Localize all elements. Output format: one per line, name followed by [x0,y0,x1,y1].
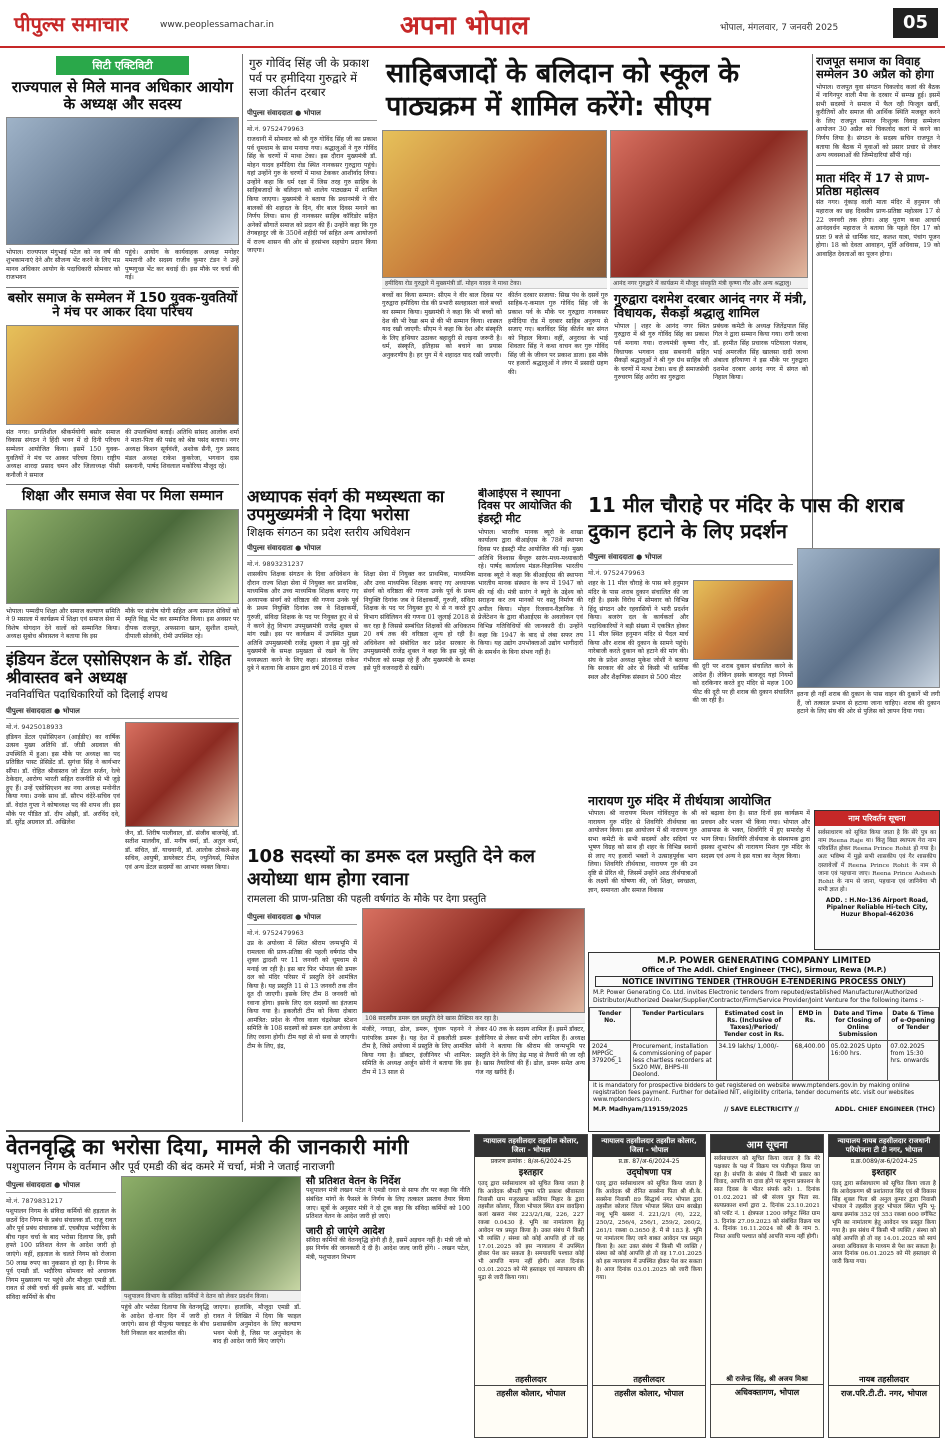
ad-text: एतद् द्वारा सर्वसाधारण को सूचित किया जाता है कि आवेदक श्रीमती पुष्पा पति प्रकाश श्रीवास्तव निवासी ग्राम मजूरखपा कलिया मिहार के द्वारा तहसील कोलार, जिला भोपाल स्थित ग्राम वावड़िया कलां खसरा नंबर 223/2/1/ख, 226, 227 रकबा 0.0430 हे. भूमि का नामांतरण हेतु आवेदन पत्र प्रस्तुत किया है। उक्त संबंध में किसी भी व्यक्ति / संस्था को कोई आपत्ति हो तो वह 17.01.2025 को इस न्यायालय में उपस्थित होकर पेश कर सकता है। समयावधि पश्चात कोई भी आपत्ति मान्य नहीं होगी। आज दिनांक 03.01.2025 को मेरे हस्ताक्षर एवं न्यायालय की मुद्रा से जारी किया गया। [478,1181,584,1281]
anand-text-2: प्रबंधक कमेटी के अध्यक्ष जितेंद्रपाल सिंह गिल ने द्वारा सम्मान किया गया। रागी जत्था डॉ. हरमीत सिंह प्रचारक पटियाला पंजाब, भाई अमरजीत सिंह खालसा दादी जत्था अंबाला हरियाणा ने इस मौके पर गुरुद्वारा दशमेश दरबार आनंद नगर में संगत को निहाल किया। [713,322,808,382]
dental-byline: पीपुल्स संवाददाता ● भोपाल [6,705,239,719]
ad-title: इश्तहार [518,1168,544,1178]
salary-text-3: जाएगा। हालांकि, मौजूदा एमडी डॉ. रावत ने लिखित में दिया कि फाइल प्रशासकीय अनुमोदन के लिए कल्याण भवन भेजी है, जिस पर अनुमोदन के बाद ही आदेश जारी किए जाएंगे। [213,1304,301,1346]
ad-head: न्यायालय तहसीलदार तहसील कोलार, जिला - भोपाल [593,1135,705,1157]
tender-table [589,1007,939,1081]
notice-head: नाम परिवर्तन सूचना [815,811,939,826]
rajput-headline: राजपूत समाज का विवाह सम्मेलन 30 अप्रैल को होगा [816,54,934,81]
ad-case: प्रकरण क्रमांक : 8/अ-6/2024-25 [490,1158,572,1165]
ad-sign: तहसीलदार [515,1375,547,1384]
ad-sign: श्री राजेन्द्र सिंह, श्री अजय मिश्रा [726,1375,808,1383]
damru-caption: 108 सदस्यीय डमरू दल प्रस्तुति देने खास प्रैक्टिस कर रहा है। [362,1013,585,1024]
gurudwara-byline: पीपुल्स संवाददाता ● भोपाल [247,107,377,121]
city-activity-tag: सिटी एक्टिविटी [56,56,189,75]
name-change-notice [814,810,940,950]
logo: पीपुल्स समाचार [14,12,129,36]
gurudwara-text: राजधानी में सोमवार को श्री गुरु गोविंद सिंह जी का प्रकाश पर्व धूमधाम के साथ मनाया गया। श्रद्धालुओं ने गुरु गोविंद सिंह के चरणों में माथा टेका। इस दौरान मुख्यमंत्री डॉ. मोहन यादव हमीदिया रोड स्थित नानकसर गुरुद्वारा पहुंचे। यहां उन्होंने गुरु के चरणों में माथा टेककर आशीर्वाद लिया। उन्होंने कहा कि धर्म रक्षा में जिस तरह गुरु साहिब के साहिबजादों के बलिदान को शालेय पाठ्यक्रम में शामिल किया जाएगा। मुख्यमंत्री ने बताया कि प्रधानमंत्री ने वीर बालकों की शहादत के दिन, वीर बाल दिवस मनाने का निर्णय लिया। साथ ही नानकसर साहिब कॉरिडोर सहित अनेकों सौगातें समाज को प्रदान की हैं। उन्होंने कहा कि गुरु तेगबहादुर जी के 350वें शहीदी पर्व सहित अन्य आयोजनों में राज्य शासन की ओर से हरसंभव सहयोग प्रदान किया जाएगा। [247,136,377,255]
damru-text-2: मंजीरे, नगाड़ा, ढोल, डमरू, घुंघरू पहनने ने पारंपरिक डमरू है। यह देश में इकलौती डमरू टीम है, जिसे अयोध्या में प्रस्तुति के लिए आमंत्रित किया गया है। डॉक्टर, इंजीनियर भी शामिल: समिति के अध्यक्ष अर्जुन सोनी ने बताया कि इस टीम में 13 साल से [362,1025,472,1076]
teacher-story [247,488,475,838]
honour-photo [6,509,239,604]
salary-caption: पशुपालन विभाग के संविदा कर्मियों ने वेतन को लेकर प्रदर्शन किया। [121,1291,301,1302]
lead-caption-1: हमीदिया रोड गुरुद्वारे में मुख्यमंत्री डॉ. मोहन यादव ने माथा टेका। [382,278,607,289]
tender-intro: M.P. Power Generating Co. Ltd. invites Electronic tenders from reputed/established Manufacturer/Authorized Distributor/Authorized Dealer/Supplier/Contractor/Firm/Service Provider/Joint Venture for the following items :- [593,989,924,1004]
teacher-mobile: मो.नं. 9893231237 [247,560,304,569]
tender-cell: 07.02.2025 from 15:30 hrs. onwards [888,1040,939,1080]
governor-text-1: भोपाल। राज्यपाल मंगुभाई पटेल को नव वर्ष की शुभकामनाएं देने और सौजन्य भेंट करने के लिए मप्र मानव अधिकार आयोग के पदाधिकारी सोमवार को राजभवन [6,248,120,282]
right-rail [816,52,940,560]
protest-photo [693,580,794,660]
ad-text: एतद् द्वारा सर्वसाधारण को सूचित किया जाता है कि आवेदक श्री रोनित सक्सेना पिता श्री बी.के. सक्सेना निवासी 89 सिद्धार्थ नगर भोपाल द्वारा तहसील कोलार जिला भोपाल स्थित ग्राम बरखेड़ा नाथू भूमि खसरा नं. 221/2/1 (ग), 222, 250/2, 256/4, 256/1, 259/2, 260/2, 261/1 रकबा 0.3650 हे. में से 183 हे. भूमि पर नामांतरण किए जाने बाबत आवेदन पत्र प्रस्तुत किया है। अतः उक्त संबंध में किसी भी व्यक्ति / संस्था को कोई आपत्ति हो तो वह 17.01.2025 को इस न्यायालय में उपस्थित होकर पेश कर सकता है। आज दिनांक 03.01.2025 को जारी किया गया। [596,1181,702,1281]
salary-text-2: पहुंचे और भरोसा दिलाया कि वेतनवृद्धि के आदेश दो-चार दिन में जारी हो जाएंगे। साथ ही पीपुल्स फ्लाइट के बीच रैली निकाल कर बातचीत की। [121,1304,209,1337]
ad-text: सर्वसाधारण को सूचित किया जाता है कि मेरे पक्षकार के पक्ष में विक्रय पत्र पंजीकृत किया जा रहा है। संपत्ति के संबंध में किसी भी प्रकार का विवाद, आपत्ति या दावा होने पर सूचना प्रकाशन के सात दिवस के भीतर संपर्क करें। 1. दिनांक 01.02.2021 को श्री संजय पुत्र पिता स्व. सत्यप्रकाश शर्मा द्वारा 2. दिनांक 23.10.2021 को प्लॉट नं. 1 क्षेत्रफल 1200 वर्गफुट स्थित ग्राम 3. दिनांक 27.09.2023 को संबंधित विक्रय पत्र 4. दिनांक 16.11.2024 को श्री के नाम 5. नियत अवधि पश्चात कोई आपत्ति मान्य नहीं होगी। [714,1156,820,1241]
ad-title: उद्‌घोषणा पत्र [626,1168,672,1178]
anand-text-1: भोपाल | शहर के आनंद नगर स्थित गुरुद्वारा में श्री गुरु गोविंद सिंह का प्रकाश पर्व मनाया गया। राज्यमंत्री कृष्णा गौर, विधायक भगवान दास सबनानी सहित सैकड़ों श्रद्धालुओं ने श्री गुरु ग्रंथ साहिब जी के चरणों में मत्था टेका। सच ही समाजसेवी गुरुचरण सिंह अरोरा का गुरुद्वारा [614,322,709,382]
tender-banner: NOTICE INVITING TENDER (THROUGH E-TENDERING PROCESS ONLY) [595,976,933,987]
liquor-mobile: मो.नं. 9752479963 [588,569,645,577]
tender-company: M.P. POWER GENERATING COMPANY LIMITED [657,956,871,966]
notice-address: ADD. : H.No-136 Airport Road, Pipalner Reliable Hi-tech City, Huzur Bhopal-462036 [825,897,929,919]
teacher-text-1: शासकीय शिक्षक संगठन के दिवा अधिवेशन के दौरान राज्य शिक्षा सेवा में नियुक्त कर प्राथमिक, माध्यमिक और उच्च माध्यमिक शिक्षक बनाए गए अध्यापक संवर्ग को वरिष्ठता की गणना उनके पूर्व के प्रथम नियुक्ति दिनांक जब वे शिक्षाकर्मी, गुरुजी, संविदा शिक्षक के पद पर नियुक्त हुए थे से ने करने हेतु विभाग उपमुख्यमंत्री राजेंद्र शुक्ल से मांग रखी। इस पर कार्यक्रम में उपस्थित मुख्य अतिथि उपमुख्यमंत्री राजेंद्र शुक्ला ने इस मुद्दे को मुख्यमंत्री के समक्ष प्रमुखता से रखने के लिए मध्यस्थता करने के लिए कहा। प्रांताध्यक्ष राकेश दुबे ने बताया कि शासन द्वारा वर्ष 2018 में राज्य [247,571,359,673]
liquor-text-1: शहर के 11 मील चौराहे के पास बने हनुमान मंदिर के पास शराब दुकान संचालित की जा रही है। इसके विरोध में सोमवार को विभिन्न हिंदू संगठन और रहवासियों ने भारी प्रदर्शन किया। बजरंग दल के कार्यकर्ता और पदाधिकारियों ने बड़ी संख्या में एकत्रित होकर 11 मील स्थित हनुमान मंदिर से पैदल मार्च किया और शराब की दुकान के सामने पहुंचे। नारेबाजी करते दुकान को हटाने की मांग की। संघ के प्रदेश अध्यक्ष मुकेश जोशी ने बताया कि सरकार की ओर से किसी भी धार्मिक स्थल और शैक्षणिक संस्थान से 500 मीटर [588,580,689,682]
salary-box2-text: संविदा कर्मियों की वेतनवृद्धि होनी ही है, इसमें अड़चन नहीं है। मंत्री जी को इस निर्णय की जानकारी दे दी है। आदेश जल्द जारी होंगे। - लखन पटेल, मंत्री, पशुपालन विभाग [306,1236,470,1261]
tender-office: Office of The Addl. Chief Engineer (THC), Sirmour, Rewa (M.P.) [641,966,887,974]
dateline: भोपाल, मंगलवार, 7 जनवरी 2025 [720,23,839,33]
ad-foot: तहसील कोलार, भोपाल [475,1385,587,1401]
narayan-text-2: को बढ़ावा देना है। सात दिनों इस कार्यक्रम में प्रवचन और भजन भी किया गया। भोपाल और आसपास के भक्त, शिवगिरि में हुए समारोह में भाग लिया। शिवगिरि तीर्थयात्रा के संस्थापक द्वारा इसका शुभारंभ श्री नारायण मिशन गुरु मंदिर के सदस्य एवं अन्य ने इस यात्रा का नेतृत्व किया। [701,810,810,860]
tender-cell: 68,400.00 [792,1040,828,1080]
ad-title: इश्तहार [871,1168,897,1178]
damru-text-1: उप्र के अयोध्या में स्थित श्रीराम जन्मभूमि में रामलला की प्राण-प्रतिष्ठा की पहली वर्षगांठ पौष शुक्ल द्वादशी पर 11 जनवरी को धूमधाम से मनाई जा रही है। इस बार फिर भोपाल की डमरू दल को मंदिर परिसर में प्रस्तुति देने आमंत्रित किया है। यह प्रस्तुति 11 से 13 जनवरी तक तीन दूत दी जाएगी। इसके लिए टीम 8 जनवरी को रवाना होगा। इसके लिए दल सदस्यों का इंतजाम किया गया है। इकलौती टीम को किया दोबारा आमंत्रित: प्रदेश के गौरव वाला चंद्रशेखर स्टेशन समिति के 108 सदस्यों को डमरू दल अयोध्या के लिए रवाना होगी। टीम यहां से वो सवा से जाएगी। टीम के लिए, इंद्र, [247,939,357,1050]
lead-headline: साहिबजादों के बलिदान को स्कूल के पाठ्यक्रम में शामिल करेंगे: सीएम [386,58,740,122]
salary-headline: वेतनवृद्धि का भरोसा दिया, मामले की जानकारी मांगी [6,1135,409,1159]
dental-mobile: मो.नं. 9425018933 [6,722,63,731]
lead-story [382,52,808,478]
left-column [6,52,239,1122]
ad-foot: राज.परि.टी.टी. नगर, भोपाल [829,1385,939,1401]
tender-header: Date and Time for Closing of Online Submission [828,1007,888,1040]
damru-subtitle: रामलला की प्राण-प्रतिष्ठा की पहली वर्षगांठ के मौके पर देगा प्रस्तुति [247,893,487,905]
salary-mobile: मो.नं. 7879831217 [6,1197,63,1206]
cm-gurudwara-photo [382,130,607,278]
basor-photo [6,325,239,425]
bis-text: भोपाल। भारतीय मानक ब्यूरो के शाखा कार्यालय द्वारा बीआईएस के 78वें स्थापना दिवस पर इंडस्ट्री मीट आयोजित की गई। मुख्य अतिथि विश्वास बैंग्लुरु सारंग-मध्य-मध्याकारी रहे। पार्षद कार्यालय मंडल-विज्ञानिक भारतीय मानक ब्यूरो ने कहा कि बीआईएस की स्थापना भारतीय मानक संस्थान के रूप में 1947 को की गई थी। मंत्री सारंग ने ब्यूरो के उद्देश्य को सराहना कर तय मानकों पर वस्तु निर्माण की अपील किया। मोहन रिजवान-वैज्ञानिक ने प्रेजेंटेशन के द्वारा बीआईएस के अवलोकन एवं विभिन्न गतिविधियों की जानकारी दी। उन्होंने कहा कि 1947 के बाद से लंबा सफर तय किया। यह उद्योग उपभोक्ताओं उद्योग भागीदारों के समर्थन के बिना संभव नहीं है। [478,528,583,656]
tender-cell: 2024_ MPPGC_ 379206_1 [590,1040,631,1080]
lead-text-1: बच्चों का किया सम्मान: सीएम ने वीर बाल दिवस पर गुरुद्वारा हमीदिया रोड की प्रभारी सलहासता वाले बच्चों का सम्मान किया। मुख्यमंत्री ने कहा कि भी बच्चों को देश की भी रेखा श्रम से की भी सम्मान किया। शास्त्रत याद रखी जाएगी: सीएम ने कहा कि देश और संस्कृति के लिए हथियार उठाकर बहादुरी से लड़ना जरूरी है। धर्म, संस्कृति, इतिहास को बचाने का प्रयास अनुकरणीय है। हर युग में ये शहादत याद रखी जाएगी। [382,291,502,359]
honour-text-2: मौके पर संतोष योगी सहित अन्य समाज सेवियों को स्मृति चिह्न भेंट कर सम्मानित किया। इस अवसर पर दीपक राजपूत, अफसाना खान, सुशील दामले, दीपाली सोलंकी, रोमी उपस्थित रहे। [125,607,239,641]
salary-box2-title: जारी हो जाएंगे आदेश [306,1225,385,1237]
tender-notice [588,952,940,1132]
court-ad-2 [592,1134,706,1438]
tender-save: // SAVE ELECTRICITY // [724,1106,799,1114]
anand-nagar-photo [610,130,808,278]
bis-headline: बीआईएस ने स्थापना दिवस पर आयोजित की इंडस्ट्री मीट [478,488,572,525]
tender-footer: It is mandatory for prospective bidders to get registered on website www.mptenders.gov.in by making online registration fees payment. Further for detailed NIT, eligibility criteria, tender documents etc. visit our websites www.mptenders.gov.in. [593,1082,915,1104]
salary-byline: पीपुल्स संवाददाता ● भोपाल [6,1179,116,1193]
damru-story [247,845,585,1135]
salary-box-title: सौ प्रतिशत वेतन के निर्देश [306,1176,401,1188]
gurudwara-mobile: मो.नं. 9752479963 [247,125,304,134]
narayan-text-1: भोपाल। श्री नारायण मिशन गोविंदपुरा के श्री नारायण गुरु मंदिर से शिवगिरि तीर्थयात्रा का आयोजन किया। इस आयोजन में श्री नारायण गुरु सभा कमेटी के सभी सदस्यों और सदियां पर भूषण विग्रह को साथ ही शहर के विभिन्न स्थानों से लाए गए हजारों भक्तों ने उत्साहपूर्वक भाग लिया। शिवगिरि तीर्थयात्रा, नारायण गुरु की उन दृष्टि से प्रेरित थी, जिसमें उन्होंने आठ तीर्थयात्राओं के लक्ष्यों की घोषणा की, जो शिक्षा, स्वच्छता, ज्ञान, समानता और समाज विकास [588,810,697,894]
lead-caption-2: आनंद नगर गुरुद्वारे में कार्यक्रम में मौजूद संस्कृति मंत्री कृष्णा गौर और अन्य श्रद्धालु। [610,278,808,289]
ad-foot: अधिवक्तागण, भोपाल [711,1384,823,1400]
ad-case: प्र.क्र.0089/अ-6/2024-25 [850,1158,918,1165]
gurudwara-column [247,52,377,472]
ad-foot: तहसील कोलार, भोपाल [593,1385,705,1401]
tender-header: Estimated cost in Rs. (Inclusive of Taxes)/Period/ Tender cost in Rs. [716,1007,792,1040]
teacher-text-2: शिक्षा सेवा में नियुक्त कर प्राथमिक, माध्यमिक और उच्च माध्यमिक शिक्षक बनाए गए अध्यापक संवर्ग को वरिष्ठता की गणना उनके पूर्व के प्रथम नियुक्ति दिनांक जब वे शिक्षाकर्मी, गुरुजी, संविदा शिक्षक के पद पर नियुक्त हुए थे से न करते हुए विभाग संविलियन की गणना 01 जुलाई 2018 से कर रहा है जिससे सम्बंधित शिक्षकों की अधिकतम 20 वर्ष तक की वरिष्ठता शून्य हो रही है। अधिवेशन को संबोधित कर प्रदेश सरकार के उपमुख्यमंत्री राजेंद्र शुक्ल ने कहा कि इस मुद्दे की गंभीरता को समझ रहे हैं और मुख्यमंत्री के समक्ष इसे पूरी वजनदारी से रखेंगे। [363,571,475,673]
bis-story [478,488,583,788]
tender-cell: 34.19 lakhs/ 1,000/- [716,1040,792,1080]
rajput-text: भोपाल। राजपूत युवा संगठन चिकलोद कलां की बैठक में नागिनपुर वाली मैया के दरबार में सम्पन्न हुई। इसमें सभी सदस्यों ने समाज में फैल रही फिजूल खर्ची, कुरीतियों और समाज की आर्थिक स्थिति मजबूत करने के लिए राजपूत समाज निःशुल्क विवाह सम्मेलन आयोजन 30 अप्रैल को चिकलोद कलां में करने का निर्णय लिया है। संगठन के सदस्य सचिन राजपूत ने बताया कि बैठक में युवाओं को प्रसार प्रचार से लेकर अन्य व्यवस्थाओं की जिम्मेदारियां सौंपी गई। [816,83,940,160]
teacher-byline: पीपुल्स संवाददाता ● भोपाल [247,542,475,556]
basor-headline: बसोर समाज के सम्मेलन में 150 युवक-युवतियों ने मंच पर आकर दिया परिचय [7,290,238,321]
governor-text-2: पहुंचे। आयोग के कार्यवाहक अध्यक्ष मनोहर ममतानी और सदस्य राजीव कुमार टंडन ने उन्हें पुष्पगुच्छ भेंट कर बधाई दी। इस मौके पर चर्चा की गई। [125,248,239,282]
gurudwara-kicker: गुरु गोविंद सिंह जी के प्रकाश पर्व पर हमीदिया गुरुद्वारे में सजा कीर्तन दरबार [249,56,369,100]
tender-sign: ADDL. CHIEF ENGINEER (THC) [835,1106,935,1114]
ad-case: प्र.क्र. 87/अ-6/2024-25 [618,1158,680,1165]
mata-headline: माता मंदिर में 17 से प्राण-प्रतिष्ठा महोत्सव [816,170,930,198]
salary-box-text: पशुपालन मंत्री लखन पटेल ने एमडी रावत से साफ तौर पर कहा कि नीति संबंधित मांगों के फैसले के निर्णय के लिए तत्काल प्रस्ताव तैयार किया जाए। सूत्रों के अनुसार मंत्री ने दो टूक कहा कि संविदा कर्मियों को 100 प्रतिशत वेतन के आदेश जारी हो जाएं। [306,1187,470,1221]
masthead [0,0,945,48]
salary-subtitle: पशुपालन निगम के वर्तमान और पूर्व एमडी की बंद कमरे में चर्चा, मंत्री ने जताई नाराजगी [6,1160,335,1173]
ad-head: न्यायालय तहसीलदार तहसील कोलार, जिला - भोपाल [475,1135,587,1157]
tender-header: Tender No. [590,1007,631,1040]
section-title: अपना भोपाल [400,11,529,41]
page-number: 05 [893,8,938,38]
teacher-headline: अध्यापक संवर्ग की मध्यस्थता का उपमुख्यमंत्री ने दिया भरोसा [247,488,445,525]
liquor-text-3: इतना ही नहीं शराब की दुकान के पास वाहन की दुकानें भी लगी हैं, जो तत्काल प्रभाव से हटाया जाना चाहिए। शराब की दुकान हटाने के लिए संघ की ओर से पुलिस को ज्ञापन दिया गया। [797,691,940,716]
salary-story [6,1130,470,1438]
anand-headline: गुरुद्वारा दशमेश दरबार आनंद नगर में मंत्री, विधायक, सैकड़ों श्रद्धालु शामिल [614,290,808,320]
liquor-story [588,492,940,792]
governor-photo [6,117,239,245]
ad-sign: तहसीलदार [633,1375,665,1384]
ad-text: एतद् द्वारा सर्वसाधारण को सूचित किया जाता है कि आवेदकगण श्री प्रशांतराज सिंह एवं श्री विकास सिंह शुक्ल पिता श्री अनुल कुमार द्वारा निवासी भोपाल ने तहसील हुजूर भोपाल स्थित भूमि भू-खण्ड क्रमांक 352 एवं 353 रकबा 600 वर्गफिट भूमि का नामांतरण हेतु आवेदन पत्र प्रस्तुत किया गया है। इस संबंध में किसी भी व्यक्ति / संस्था को कोई आपत्ति हो तो वह 14.01.2025 को स्वयं अथवा अधिवक्ता के माध्यम से पेश कर सकता है। आज दिनांक 06.01.2025 को मेरे हस्ताक्षर से जारी किया गया। [832,1181,937,1266]
tender-cell: 05.02.2025 Upto 16:00 hrs. [828,1040,888,1080]
court-ad-3 [828,1134,940,1438]
court-ad-1 [474,1134,588,1438]
basor-text-2: की उपलब्धियां बताईं। अतिथि सांसद आलोक शर्मा ने माता-पिता की पसंद को श्रेष्ठ पसंद बताया। नगर अध्यक्ष किशन सूर्यवंशी, अशोक सैनी, गुरु प्रसाद मंडल अध्यक्ष राकेश कुकरेजा, भगवान दास सबनानी, पार्षद शिवलाल मकोरिया मौजूद रहे। [125,428,239,471]
honour-headline: शिक्षा और समाज सेवा पर मिला सम्मान [21,488,224,505]
dental-text-2: जैन, डॉ. शिरीष पालीवाल, डॉ. संजीव बाजपेई, डॉ. सतीश मालवीय, डॉ. मनीष वर्मा, डॉ. अतुल वर्मा, डॉ. संचित, डॉ. याचवानी, डॉ. आलोक ठोकले-सह सचिव, आयुषी, डायरेक्टर टीम, ज्युनियर्स, मिसेज एवं अन्य डेंटल सदस्यों का आभार व्यक्त किया। [125,829,239,871]
tender-header: Tender Particulars [630,1007,716,1040]
salary-text-1: पशुपालन निगम के संविदा कर्मियों की हड़ताल के छठवें दिन निगम के प्रबंध संचालक डॉ. राजू रावत और पूर्व प्रबंध संचालक डॉ. एचबीएस भदौरिया के बीच गहन चर्चा के बाद भरोसा दिलाया कि, इसी हफ्ते 100 प्रतिशत वेतन के आदेश जारी हो जाएंगे। वहीं, हड़ताल के चलते निगम को रोजाना 50 लाख रुपए का नुकसान हो रहा है। निगम के पूर्व एमडी डॉ. भदौरिया सोमवार को अचानक निगम मुख्यालय पर पहुंचे और मौजूदा एमडी डॉ. रावत से लंबी चर्चा की इसके बाद डॉ. भदौरिया संविदा कर्मियों के बीच [6,1208,116,1301]
tender-mp: M.P. Madhyam/119159/2025 [593,1106,688,1114]
notice-text: सर्वसाधारण को सूचित किया जाता है कि सेरे पुत्र का नाम Reena Raje था। किंतु विद्या स्थापत्य गेरा नाम परिवर्तित होकर Reena Prince Rohit हो गया है। अतः भविष्य में मुझे सभी शासकीय एवं गैर शासकीय दस्तावेजों में Reena Prince Rohit के नाम से जाना एवं पहचाना जाए। Reena Prince Ashesh Rohit के नाम से जाना, पहचाना एवं जानियेगा भी सभी ज्ञात हो। [818,830,936,893]
site-url: www.peoplessamachar.in [160,20,274,30]
liquor-byline: पीपुल्स संवाददाता ● भोपाल [588,551,793,565]
police-photo [797,548,940,688]
tender-cell: Procurement, installation & commissioning of paper less chartless recorders at 5x20 MW, BHPS-III Deolond. [630,1040,716,1080]
ad-head: न्यायालय नायब तहसीलदार राजधानी परियोजना टी टी नगर, भोपाल [829,1135,939,1157]
dental-text-1: इंडियन डेंटल एसोसिएशन (आईडीए) का वार्षिक उत्सव मुख्य अतिथि डॉ. जीडी अग्रवाल की उपस्थिति में हुआ। इस मौके पर अध्यक्ष का पद प्रतिष्ठित पास्ट प्रेसिडेंट डॉ. सुगंधा सिंह ने कार्यभार सौंपा। डॉ. रोहित श्रीवास्तव जो डेंटल सर्जन, रेल्वे ठेकेदार, आरोग्य भारती सहित राजनीति से भी जुड़े हुए हैं। उन्हें एसोसिएशन का नया अध्यक्ष मनोनीत किया गया। उनके साथ डॉ. सौरभ वंदेरे-सचिव एवं डॉ. वेदांत गुप्ता ने कोषाध्यक्ष पद की शपथ ली। इस मौके पर पीडित डॉ. दीप ओझी, डॉ. अरविंद दवे, डॉ. सुरेंद्र अग्रवाल डॉ. अखिलेश [6,733,120,827]
governor-headline: राज्यपाल से मिले मानव अधिकार आयोग के अध्यक्ष और सदस्य [11,78,234,113]
tender-header: EMD in Rs. [792,1007,828,1040]
public-notice-ad [710,1134,824,1438]
mata-text: संत नगर। नूंकाड़ वाली माता मंदिर में हनुमान जी महाराज का छह दिवसीय प्राण-प्रतिष्ठा महोत्सव 17 से 22 जनवरी तक होगा। आह पुराण कथा आचार्य आनंदवर्धन महाराज ने बताया कि पहले दिन 17 को प्रातः 9 बजे से धार्मिक घाट, कलश यात्रा, पंचांग पूजन होगा। 18 को देवता आवाहन, मूर्ति अधिवास, 19 को आवाहित देवताओं का पूजन होगा। [816,199,940,258]
salary-photo [121,1176,301,1291]
liquor-text-2: की दूरी पर शराब दुकान संचालित करने के आदेश हैं। लेकिन इसके बावजूद यहां नियमों को दरकिनार करते हुए मंदिर से महज 100 फीट की दूरी पर ही शराब की दुकान संचालित की जा रही है। [692,663,793,705]
dental-headline: इंडियन डेंटल एसोसिएशन के डॉ. रोहित श्रीवास्तव बने अध्यक्ष [6,650,231,687]
damru-photo [362,908,585,1013]
tender-header: Date & Time of e-Opening of Tender [888,1007,939,1040]
narayan-story [588,792,810,950]
dental-photo [125,722,239,827]
dental-subtitle: नवनिर्वाचित पदाधिकारियों को दिलाई शपथ [6,688,168,701]
teacher-subtitle: शिक्षक संगठन का प्रदेश स्तरीय अधिवेशन [247,525,411,539]
lead-text-2: कीर्तन दरबार सजाया: सिख पंथ के दसवें गुरु साहिब-ए-कमाल गुरु गोविंद सिंह जी के प्रकाश पर्व के मौके पर गुरुद्वारा नानकसर हमीदिया रोड में दरबार साहिब अनुरूप से सजाए गए। बलविंदर सिंह कीर्तन कर संगत को निहाल किया। वहीं, अनुराधा के भाई शिवतार सिंह ने कथा वाचन कर गुरु गोविंद सिंह जी के जीवन पर प्रकाश डाला। इस मौके पर हजारों श्रद्धालुओं ने लंगर में प्रसादी ग्रहण की। [508,291,608,376]
narayan-headline: नारायण गुरु मंदिर में तीर्थयात्रा आयोजित [588,793,771,808]
honour-text-1: भोपाल। पम्मदीप शिक्षा और समाज कल्याण समिति ने 9 मसाला में कार्यक्रम में शिक्षा एवं समाज सेवा में विशेष योगदान देने वालों को सम्मानित किया। अध्यक्ष सुबोध श्रीवास्तव ने बताया कि इस [6,607,120,641]
damru-headline: 108 सदस्यों का डमरू दल प्रस्तुति देने कल अयोध्या धाम होगा रवाना [247,846,535,891]
liquor-headline: 11 मील चौराहे पर मंदिर के पास की शराब दुकान हटाने के लिए प्रदर्शन [588,493,904,543]
damru-byline: पीपुल्स संवाददाता ● भोपाल [247,911,357,925]
damru-text-3: लेकर 40 तक के सदस्य शामिल हैं। इसमें डॉक्टर, इंजीनियर से लेकर सभी लोग शामिल हैं। अध्यक्ष सोनी ने बताया कि श्रीराम की जन्मभूमि पर प्रस्तुति देने के लिए डेढ़ माह से तैयारी की जा रही है। खास तैयारियां की हैं। ढोल, डमरू समेत अन्य गंज नह खरीदे हैं। [475,1025,585,1076]
basor-text-1: संत नगर। प्रगतिशील श्रीकर्मयोगी बसोर समाज विकास संगठन ने हिंदी भवन में दो दिनी परिचय सम्मेलन आयोजित किया। इसमें 150 युवक-युवतियों ने मंच पर आकर परिचय दिया। राष्ट्रीय अध्यक्ष शारदा प्रसाद चमन और जिलाध्यक्ष पीसी कनौजी ने समाज [6,428,120,479]
damru-mobile: मो.नं. 9752479963 [247,928,304,937]
ad-sign: नायब तहसीलदार [859,1375,909,1384]
ad-head: आम सूचना [711,1135,823,1153]
